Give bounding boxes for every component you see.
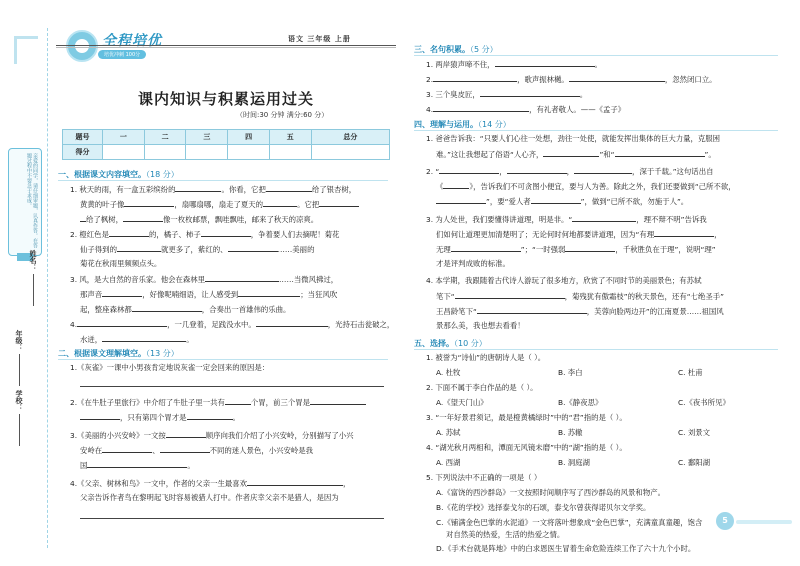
score-cell[interactable]	[228, 145, 270, 160]
sec4-q3-line1: 3. 为人处世，我们要懂得讲道理，明是非。“ ，理不辩不明”告诉我	[426, 215, 707, 224]
page-title: 课内知识与积累运用过关	[137, 90, 314, 108]
sec4-q4-line4: 景那么美，我也想去看看！	[436, 321, 525, 330]
score-cell[interactable]	[186, 145, 228, 160]
header-rule-thin	[56, 47, 396, 48]
sec3-q4: 4. ，有礼者敬人。——《孟子》	[426, 105, 626, 114]
sec4-q1-line2: 难。”这让我想起了俗语“人心齐， ”和“ ”。	[436, 150, 716, 159]
section-divider	[414, 349, 778, 350]
answer-blank[interactable]	[433, 104, 529, 112]
section-divider	[58, 359, 388, 360]
tip-text: 亲爱的同学，请仔细审题，认真作答。在答题过程中不要急于求成。	[26, 153, 38, 248]
school-label: 学校：	[15, 390, 23, 411]
score-cell[interactable]	[311, 145, 389, 160]
sec4-q4-line1: 4. 本学期，我跟随着古代诗人游玩了很多地方，欣赏了不同时节的美丽景色；有苏轼	[426, 276, 702, 285]
sec1-q4-line1: 4. ，一几登着，足践没水中。 ，光持石击瓮破之，	[70, 320, 395, 329]
header-rule	[56, 45, 396, 46]
sec4-q1-line1: 1. 爸爸告诉我：“只要人们心往一处想，劲往一处使，就能发挥出集体的巨大力量，克服困	[426, 134, 721, 143]
answer-blank[interactable]	[569, 74, 665, 82]
answer-blank[interactable]	[443, 181, 469, 189]
answer-blank[interactable]	[266, 184, 312, 192]
answer-blank[interactable]	[205, 274, 279, 282]
choice-option[interactable]: D.《手术台就是阵地》中的白求恩医生冒着生命危险连续工作了六十九个小时。	[436, 544, 696, 553]
sec4-q3-line4: 才是评判成败的标准。	[436, 259, 510, 268]
choice-option[interactable]: B. 洞庭湖	[558, 458, 590, 467]
sec1-q1-line2: 黄黄的叶子像 ，扇哪扇哪，扇走了夏天的 。它把	[80, 199, 359, 210]
score-header-cell: 二	[144, 130, 186, 145]
score-table-header	[63, 130, 390, 145]
answer-blank[interactable]	[507, 166, 567, 174]
brand-subtitle: 培优冲刺 100分	[98, 50, 146, 59]
answer-blank[interactable]	[77, 319, 167, 327]
score-row-label: 得分	[63, 145, 103, 160]
section-divider	[414, 130, 778, 131]
sec3-q1: 1. 两岸猿声啼不住， 。	[426, 60, 602, 69]
section-divider	[58, 180, 388, 181]
subject-label: 语文 三年级 上册	[288, 35, 351, 43]
section-divider	[414, 55, 778, 56]
score-header-cell: 题号	[63, 130, 103, 145]
answer-blank[interactable]	[166, 430, 206, 438]
choice-option[interactable]: A. 苏轼	[436, 428, 461, 437]
choice-option[interactable]: C.《铺满金色巴掌的水泥道》一文将落叶想象成“金色巴掌”，充满童真童趣，饱含	[436, 518, 703, 527]
score-header-cell: 五	[269, 130, 311, 145]
sec1-q2-line1: 2. 橙红色是 的，橘子、柿子 ，争着要人们去摘呢！菊花	[70, 230, 340, 239]
score-header-cell: 三	[186, 130, 228, 145]
choice-option-continued: 对自然美的热爱，生活的热爱之情。	[446, 530, 565, 539]
answer-blank[interactable]	[572, 214, 636, 222]
answer-blank[interactable]	[87, 460, 187, 468]
answer-blank[interactable]	[123, 214, 163, 222]
sec1-q3-line2: 那声音 ，好像呢喃细语，让人感受到 ；当狂风吹	[80, 290, 338, 299]
sec2-q2-line2: ，只有第四个胃才是 。	[80, 412, 240, 423]
choice-option[interactable]: B. 苏辙	[558, 428, 583, 437]
section-3-title: 三、名句积累。（5 分）	[414, 45, 498, 54]
sec1-q1-line1: 1. 秋天的雨，有一盒五彩缤纷的 。你看，它把 给了银杏树，	[70, 185, 357, 194]
answer-blank[interactable]	[543, 149, 599, 157]
answer-blank[interactable]	[117, 244, 161, 252]
sec4-q2-line2: 《 》，告诉我们不可贪图小便宜，要与人为善。除此之外，我们还要做到“己所不欲，	[436, 182, 736, 191]
brand-title: 全程培优	[102, 33, 162, 49]
choice-option[interactable]: A. 杜牧	[436, 368, 461, 377]
brand-logo	[60, 26, 180, 78]
answer-blank[interactable]	[615, 149, 705, 157]
sec1-q4-line2: 水迸， 。	[80, 335, 194, 344]
answer-blank[interactable]	[256, 319, 328, 327]
page-number-bar	[736, 520, 792, 524]
sec2-q4-line2: 父亲告诉作者鸟在黎明起飞时容易被猎人打中。作者庆幸父亲不是猎人，是因为	[80, 493, 339, 502]
answer-blank[interactable]	[247, 478, 343, 486]
name-field[interactable]	[28, 250, 38, 306]
sec1-q3-line1: 3. 风，是大自然的音乐家。他会在森林里 ……当微风拂过，	[70, 275, 339, 284]
answer-line[interactable]	[80, 386, 384, 387]
sec4-q3-line2: 们如何让道理更加清楚明了；无论何时何地都要讲道理，因为“有理 ，	[436, 230, 722, 239]
sec2-q3-line1: 3.《美丽的小兴安岭》一文按 顺序向我们介绍了小兴安岭，分别描写了小兴	[70, 431, 354, 440]
section-5-title: 五、选择。（10 分）	[414, 339, 487, 348]
answer-blank[interactable]	[102, 289, 142, 297]
answer-blank[interactable]	[433, 74, 517, 82]
choice-option[interactable]: C.《夜书所见》	[678, 398, 730, 407]
sec4-q2-line1: 2. “ ， ， ，深于千载。”这句话出自	[426, 167, 714, 176]
answer-blank[interactable]	[225, 397, 251, 405]
choice-option[interactable]: C. 杜甫	[678, 368, 703, 377]
tip-box	[8, 148, 42, 256]
choice-option[interactable]: C. 刘景文	[678, 428, 711, 437]
answer-blank[interactable]	[187, 412, 233, 420]
choice-option[interactable]: B.《花的学校》选择泰戈尔的石颂，泰戈尔曾获得诺贝尔文学奖。	[436, 503, 651, 512]
section-2-title: 二、根据课文理解填空。（13 分）	[58, 349, 179, 358]
answer-blank[interactable]	[238, 289, 300, 297]
choice-option[interactable]: B. 李白	[558, 368, 583, 377]
section-4-title: 四、理解与运用。（14 分）	[414, 120, 511, 129]
score-table-row	[63, 145, 390, 160]
answer-blank[interactable]	[319, 199, 359, 207]
score-table	[62, 129, 390, 160]
answer-line[interactable]	[80, 518, 384, 519]
answer-blank[interactable]	[477, 306, 587, 314]
sec2-q1: 1.《灰雀》一课中小男孩肯定地说灰雀一定会回来的原因是：	[70, 363, 270, 372]
cut-line	[47, 28, 48, 548]
choice-option[interactable]: A.《望天门山》	[436, 398, 488, 407]
time-score: （时间:30 分钟 满分:60 分）	[236, 111, 329, 119]
answer-blank[interactable]	[102, 334, 186, 342]
answer-blank[interactable]	[109, 229, 149, 237]
sec1-q1-line3: 给了枫树， 像一枚枚邮票，飘哇飘哇，邮来了秋天的凉爽。	[80, 214, 318, 225]
sec4-q4-line3: 王昌龄笔下“ ，芙蓉向脸两边开”的江南夏景……祖国风	[436, 307, 724, 316]
answer-blank[interactable]	[310, 397, 366, 405]
choice-option[interactable]: A. 西湖	[436, 458, 461, 467]
answer-blank[interactable]	[201, 229, 251, 237]
answer-blank[interactable]	[175, 184, 221, 192]
sec2-q4-line1: 4.《父亲、树林和鸟》一文中，作者的父亲一生最喜欢 ，	[70, 479, 351, 488]
answer-blank[interactable]	[455, 291, 565, 299]
answer-blank[interactable]	[439, 166, 499, 174]
answer-blank[interactable]	[132, 304, 202, 312]
sec1-q2-line2: 仙子得到的 就更多了，紫红的、 ……美丽的	[80, 245, 315, 254]
sec5-q5: 5. 下列说法中不正确的一项是（ ）	[426, 473, 542, 482]
sec5-q3: 3. “一年好景君须记，最是橙黄橘绿时”中的“君”指的是（ ）。	[426, 413, 627, 422]
binding-margin	[0, 0, 46, 566]
score-header-cell: 一	[103, 130, 145, 145]
answer-blank[interactable]	[102, 445, 152, 453]
left-page	[56, 26, 396, 546]
sec4-q4-line2: 笔下“ ，菊残犹有傲霜枝”的秋天景色，还有“七绝圣手”	[436, 292, 724, 301]
answer-blank[interactable]	[654, 229, 714, 237]
sec2-q3-line3: 国 。	[80, 461, 195, 470]
answer-blank[interactable]	[531, 196, 581, 204]
sec4-q3-line3: 无理 ”；“一时强弱 ，千秋胜负在于理”，说明“理”	[436, 245, 716, 254]
sec5-q4: 4. “湖光秋月两相和，潭面无风镜未磨”中的“湖”指的是（ ）。	[426, 443, 627, 452]
score-cell[interactable]	[269, 145, 311, 160]
sec1-q3-line3: 起，整座森林都 ，合奏出一首雄伟的乐曲。	[80, 305, 291, 314]
answer-blank[interactable]	[80, 412, 120, 420]
score-header-cell: 总分	[311, 130, 389, 145]
sec4-q2-line3: ”，要“爱人者 ”，做到“已所不欲，勿施于人”。	[436, 196, 688, 207]
sec3-q2: 2. ，歌声振林樾。 ，忽然闭口立。	[426, 75, 717, 84]
choice-option[interactable]: A.《富饶的西沙群岛》一文按照时间顺序写了西沙群岛的风景和物产。	[436, 488, 665, 497]
sec2-q3-line2: 安岭在 、 不同的迷人景色，小兴安岭是我	[80, 446, 314, 455]
answer-blank[interactable]	[124, 199, 174, 207]
sec5-q2: 2. 下面不属于李白作品的是（ ）。	[426, 383, 538, 392]
score-header-cell: 四	[228, 130, 270, 145]
mascot-icon	[66, 30, 98, 62]
grade-label: 年级：	[15, 330, 23, 351]
answer-blank[interactable]	[436, 196, 486, 204]
answer-blank[interactable]	[574, 166, 632, 174]
answer-blank[interactable]	[565, 244, 615, 252]
answer-blank[interactable]	[160, 445, 210, 453]
sec1-q2-line3: 菊花在秋雨里频频点头。	[80, 259, 162, 268]
score-cell[interactable]	[144, 145, 186, 160]
right-page	[414, 40, 784, 553]
answer-blank[interactable]	[480, 89, 580, 97]
choice-option[interactable]: C. 鄱阳湖	[678, 458, 711, 467]
score-cell[interactable]	[103, 145, 145, 160]
choice-option[interactable]: B.《静夜思》	[558, 398, 603, 407]
answer-blank[interactable]	[495, 59, 595, 67]
page-number: 5	[716, 512, 734, 530]
sec2-q2-line1: 2.《在牛肚子里旅行》中介绍了牛肚子里一共有 个胃，前三个胃是	[70, 397, 366, 408]
grade-field[interactable]	[14, 330, 24, 386]
answer-blank[interactable]	[228, 244, 278, 252]
answer-blank[interactable]	[263, 199, 297, 207]
answer-blank[interactable]	[451, 244, 521, 252]
corner-decoration	[14, 36, 38, 64]
section-1-title: 一、根据课文内容填空。（18 分）	[58, 170, 179, 179]
school-field[interactable]	[14, 390, 24, 446]
sec5-q1: 1. 被誉为“诗仙”的唐朝诗人是（ ）。	[426, 353, 546, 362]
name-label: 姓名：	[29, 250, 37, 271]
sec3-q3: 3. 三个臭皮匠， 。	[426, 90, 588, 99]
